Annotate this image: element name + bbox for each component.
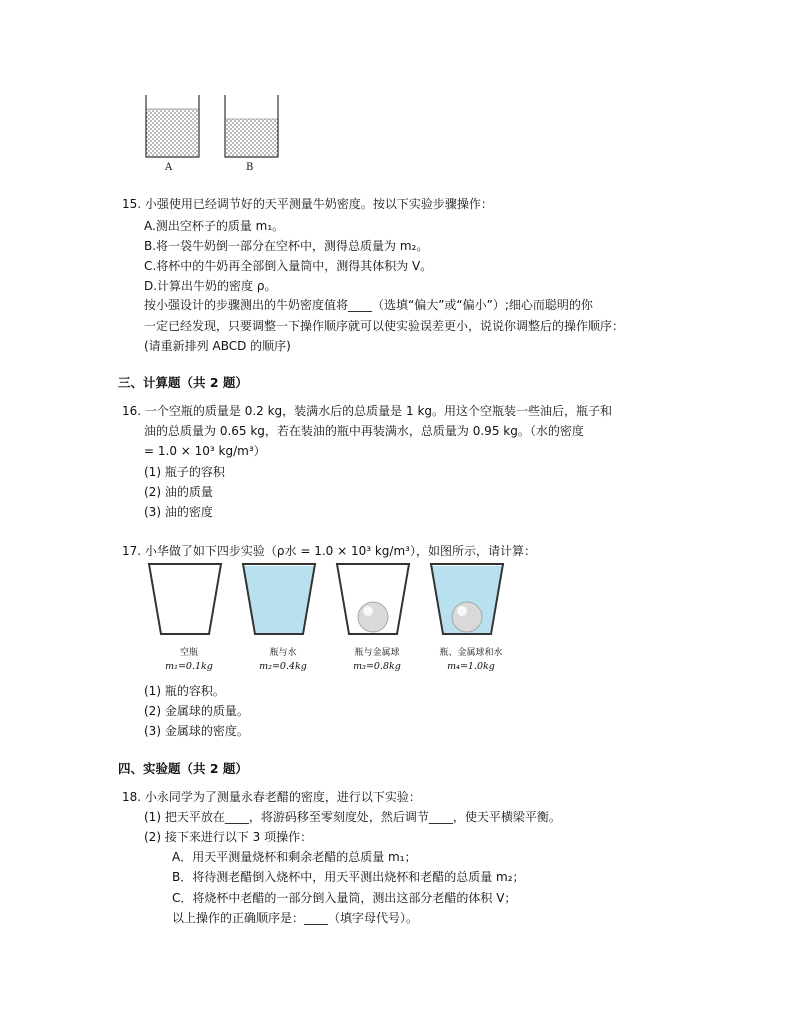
q18-op-c: C．将烧杯中老醋的一部分倒入量筒，测出这部分老醋的体积 V； bbox=[172, 891, 517, 905]
q16-sub-2: (2) 油的质量 bbox=[144, 485, 213, 499]
q15-step-c: C.将杯中的牛奶再全部倒入量筒中，测得其体积为 V。 bbox=[144, 259, 433, 273]
beakers-figure bbox=[138, 92, 288, 174]
beaker-b-label: B bbox=[246, 162, 254, 173]
cup-1-mass: m₁=0.1kg bbox=[165, 661, 213, 672]
cup-1-caption: 空瓶 bbox=[179, 648, 198, 658]
q15-text-3: (请重新排列 ABCD 的顺序) bbox=[144, 339, 291, 353]
cup-3-metal-ball bbox=[358, 602, 388, 632]
q18-op-a: A．用天平测量烧杯和剩余老醋的总质量 m₁； bbox=[172, 850, 417, 864]
cup-2 bbox=[243, 564, 315, 634]
cups-figure bbox=[140, 560, 540, 642]
cup-1-outline bbox=[149, 564, 221, 634]
q16-line-1: 16. 一个空瓶的质量是 0.2 kg，装满水后的总质量是 1 kg。用这个空瓶装一些油后，瓶子和 bbox=[122, 404, 613, 418]
cup-4 bbox=[431, 564, 503, 634]
q15-text-1: 按小强设计的步骤测出的牛奶密度值将____（选填“偏大”或“偏小”）;细心而聪明的你 bbox=[144, 298, 593, 312]
cup-4-caption: 瓶、金属球和水 bbox=[439, 648, 503, 658]
cup-4-metal-ball bbox=[452, 602, 482, 632]
cup-2-caption: 瓶与水 bbox=[269, 648, 297, 658]
beaker-b bbox=[225, 95, 278, 157]
q17-sub-3: (3) 金属球的密度。 bbox=[144, 724, 249, 738]
section-3-title: 三、计算题（共 2 题） bbox=[118, 375, 248, 390]
section-4-title: 四、实验题（共 2 题） bbox=[118, 761, 248, 776]
cup-1 bbox=[149, 564, 221, 634]
q17-stem: 17. 小华做了如下四步实验（ρ水 = 1.0 × 10³ kg/m³），如图所示，请计算： bbox=[122, 544, 536, 558]
q18-sub-1: (1) 把天平放在____，将游码移至零刻度处，然后调节____，使天平横梁平衡。 bbox=[144, 810, 561, 824]
q15-stem: 15. 小强使用已经调节好的天平测量牛奶密度。按以下实验步骤操作： bbox=[122, 197, 493, 211]
cup-4-mass: m₄=1.0kg bbox=[447, 661, 495, 672]
beaker-a-label: A bbox=[165, 162, 173, 173]
q16-sub-3: (3) 油的密度 bbox=[144, 505, 213, 519]
q17-sub-1: (1) 瓶的容积。 bbox=[144, 684, 225, 698]
cup-4-ball-highlight bbox=[457, 606, 467, 616]
q15-step-a: A.测出空杯子的质量 m₁。 bbox=[144, 219, 285, 233]
q18-order: 以上操作的正确顺序是：____（填字母代号）。 bbox=[172, 911, 419, 925]
q16-sub-1: (1) 瓶子的容积 bbox=[144, 465, 225, 479]
cup-2-water bbox=[244, 566, 314, 633]
q15-step-b: B.将一袋牛奶倒一部分在空杯中，测得总质量为 m₂。 bbox=[144, 239, 429, 253]
q17-sub-2: (2) 金属球的质量。 bbox=[144, 704, 249, 718]
beaker-a bbox=[146, 95, 199, 157]
q18-op-b: B．将待测老醋倒入烧杯中，用天平测出烧杯和老醋的总质量 m₂； bbox=[172, 870, 525, 884]
cup-3-caption: 瓶与金属球 bbox=[354, 648, 400, 658]
q16-line-3: = 1.0 × 10³ kg/m³） bbox=[144, 444, 266, 458]
cup-3 bbox=[337, 564, 409, 634]
q18-stem: 18. 小永同学为了测量永春老醋的密度，进行以下实验： bbox=[122, 790, 421, 804]
q15-step-d: D.计算出牛奶的密度 ρ。 bbox=[144, 279, 277, 293]
cup-3-ball-highlight bbox=[363, 606, 373, 616]
cup-3-mass: m₃=0.8kg bbox=[353, 661, 401, 672]
q16-line-2: 油的总质量为 0.65 kg，若在装油的瓶中再装满水，总质量为 0.95 kg。（水的密度 bbox=[144, 424, 584, 438]
cup-2-mass: m₂=0.4kg bbox=[259, 661, 307, 672]
q15-text-2: 一定已经发现，只要调整一下操作顺序就可以使实验误差更小，说说你调整后的操作顺序： bbox=[144, 319, 625, 333]
q18-sub-2: (2) 接下来进行以下 3 项操作： bbox=[144, 830, 313, 844]
